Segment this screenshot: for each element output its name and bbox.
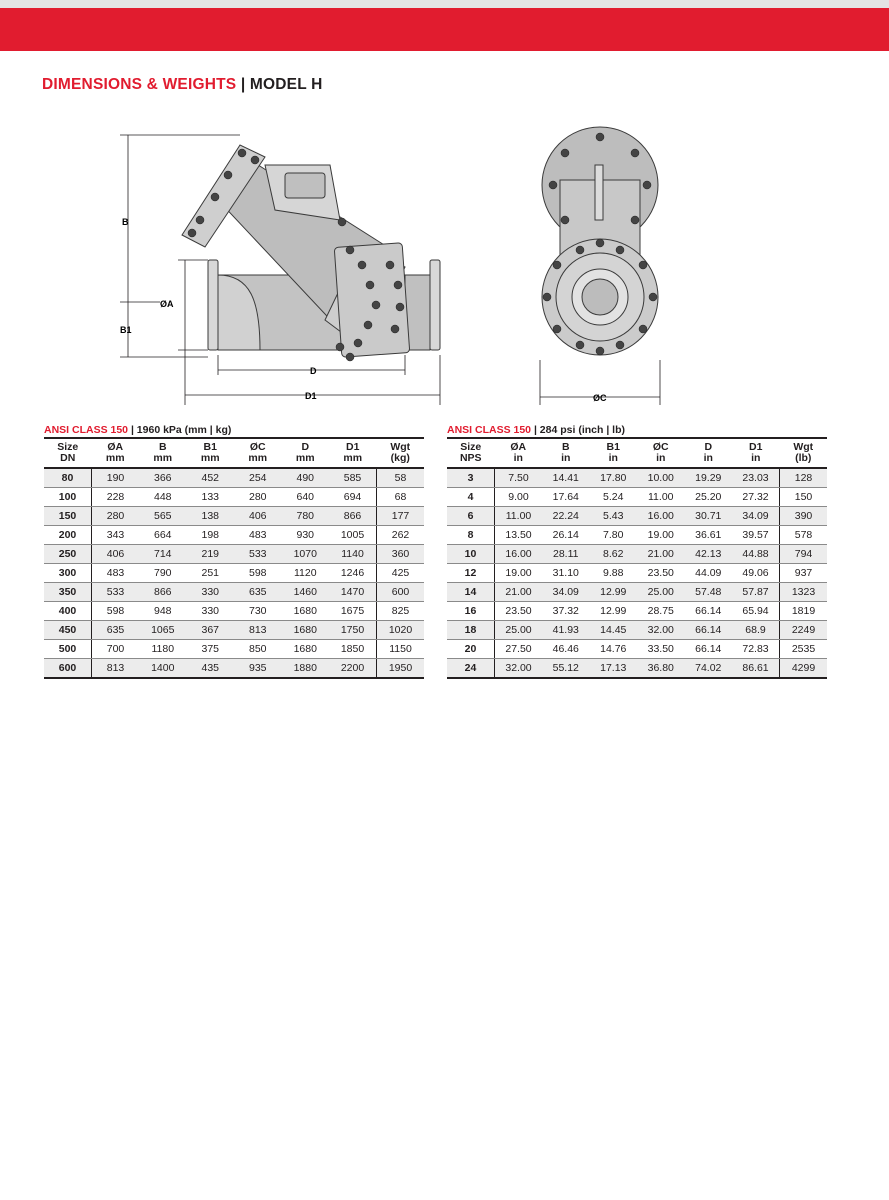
table-cell: 80 xyxy=(44,468,92,488)
table-cell: 68.9 xyxy=(732,621,780,640)
column-header-unit: (kg) xyxy=(390,452,410,464)
table-cell: 12.99 xyxy=(590,602,638,621)
table-cell: 42.13 xyxy=(685,545,733,564)
y-strainer-end-view-drawing xyxy=(535,125,675,410)
table-cell: 375 xyxy=(187,640,235,659)
table-cell: 36.61 xyxy=(685,526,733,545)
column-header-name: B xyxy=(158,441,167,453)
table-cell: 4 xyxy=(447,488,495,507)
table-cell: 1680 xyxy=(282,602,330,621)
table-cell: 1950 xyxy=(377,659,425,679)
table-cell: 6 xyxy=(447,507,495,526)
table-row xyxy=(44,545,424,564)
table-cell: 177 xyxy=(377,507,425,526)
column-header-unit: in xyxy=(561,452,571,464)
table-row xyxy=(44,488,424,507)
table-cell: 330 xyxy=(187,602,235,621)
table-cell: 30.71 xyxy=(685,507,733,526)
table-cell: 21.00 xyxy=(495,583,543,602)
table-cell: 664 xyxy=(139,526,187,545)
table-row xyxy=(447,545,827,564)
table-cell: 533 xyxy=(234,545,282,564)
table-cell: 1819 xyxy=(780,602,828,621)
table-cell: 57.48 xyxy=(685,583,733,602)
table-cell: 935 xyxy=(234,659,282,679)
table-cell: 14.41 xyxy=(542,468,590,488)
table-cell: 8 xyxy=(447,526,495,545)
table-cell: 730 xyxy=(234,602,282,621)
table-row xyxy=(447,640,827,659)
column-header-name: Wgt xyxy=(793,441,814,453)
column-header-unit: in xyxy=(608,452,618,464)
table-cell: 10 xyxy=(447,545,495,564)
table-cell: 1120 xyxy=(282,564,330,583)
table-cell: 16.00 xyxy=(495,545,543,564)
table-cell: 66.14 xyxy=(685,640,733,659)
dim-label-oa: ØA xyxy=(160,299,174,309)
table-cell: 565 xyxy=(139,507,187,526)
table-cell: 32.00 xyxy=(637,621,685,640)
column-header-name: ØC xyxy=(249,441,266,453)
table-cell: 598 xyxy=(234,564,282,583)
table-cell: 600 xyxy=(44,659,92,679)
table-cell: 866 xyxy=(329,507,377,526)
column-header-unit: in xyxy=(703,452,713,464)
table-cell: 19.00 xyxy=(495,564,543,583)
column-header-unit: mm xyxy=(295,452,315,464)
table-cell: 1323 xyxy=(780,583,828,602)
table-row xyxy=(44,602,424,621)
column-header-unit: in xyxy=(751,452,761,464)
table-cell: 825 xyxy=(377,602,425,621)
table-cell: 1005 xyxy=(329,526,377,545)
column-header-unit: mm xyxy=(248,452,268,464)
column-header-name: Size xyxy=(57,441,79,453)
table-cell: 68 xyxy=(377,488,425,507)
column-header-unit: mm xyxy=(105,452,125,464)
table-cell: 74.02 xyxy=(685,659,733,679)
table-cell: 21.00 xyxy=(637,545,685,564)
table-cell: 41.93 xyxy=(542,621,590,640)
table-row xyxy=(447,526,827,545)
table-cell: 34.09 xyxy=(542,583,590,602)
column-header xyxy=(329,438,377,468)
title-separator: | xyxy=(240,76,246,93)
metric-table-section xyxy=(44,423,424,679)
table-cell: 483 xyxy=(92,564,140,583)
table-cell: 400 xyxy=(44,602,92,621)
table-row xyxy=(44,526,424,545)
table-cell: 360 xyxy=(377,545,425,564)
table-cell: 25.20 xyxy=(685,488,733,507)
table-row xyxy=(44,640,424,659)
column-header xyxy=(377,438,425,468)
table-cell: 25.00 xyxy=(637,583,685,602)
table-row xyxy=(447,468,827,488)
table-row xyxy=(447,602,827,621)
table-cell: 150 xyxy=(780,488,828,507)
column-header xyxy=(282,438,330,468)
table-cell: 1880 xyxy=(282,659,330,679)
imperial-caption-rest: | 284 psi (inch | lb) xyxy=(531,424,626,436)
table-cell: 86.61 xyxy=(732,659,780,679)
column-header-unit: in xyxy=(656,452,666,464)
table-cell: 1180 xyxy=(139,640,187,659)
table-row xyxy=(44,621,424,640)
title-model: MODEL H xyxy=(249,76,323,93)
table-cell: 72.83 xyxy=(732,640,780,659)
table-cell: 23.03 xyxy=(732,468,780,488)
table-cell: 27.32 xyxy=(732,488,780,507)
table-cell: 34.09 xyxy=(732,507,780,526)
table-cell: 866 xyxy=(139,583,187,602)
table-cell: 138 xyxy=(187,507,235,526)
table-cell: 694 xyxy=(329,488,377,507)
table-row xyxy=(44,507,424,526)
table-cell: 23.50 xyxy=(637,564,685,583)
table-cell: 1680 xyxy=(282,640,330,659)
column-header-unit: in xyxy=(513,452,523,464)
dim-label-b1: B1 xyxy=(120,325,132,335)
column-header xyxy=(542,438,590,468)
table-cell: 150 xyxy=(44,507,92,526)
column-header xyxy=(732,438,780,468)
column-header-unit: mm xyxy=(200,452,220,464)
page-title xyxy=(42,76,323,94)
metric-table-caption xyxy=(44,423,424,437)
column-header xyxy=(495,438,543,468)
column-header xyxy=(139,438,187,468)
table-cell: 1850 xyxy=(329,640,377,659)
title-dimensions-weights: DIMENSIONS & WEIGHTS xyxy=(42,76,237,93)
column-header xyxy=(92,438,140,468)
table-cell: 4299 xyxy=(780,659,828,679)
table-cell: 57.87 xyxy=(732,583,780,602)
table-cell: 850 xyxy=(234,640,282,659)
table-cell: 635 xyxy=(92,621,140,640)
table-cell: 2535 xyxy=(780,640,828,659)
table-cell: 198 xyxy=(187,526,235,545)
table-cell: 300 xyxy=(44,564,92,583)
column-header-name: B1 xyxy=(203,441,217,453)
table-cell: 12.99 xyxy=(590,583,638,602)
table-cell: 11.00 xyxy=(637,488,685,507)
table-cell: 450 xyxy=(44,621,92,640)
table-cell: 25.00 xyxy=(495,621,543,640)
column-header xyxy=(780,438,828,468)
table-cell: 219 xyxy=(187,545,235,564)
imperial-dimensions-table xyxy=(447,437,827,679)
table-cell: 533 xyxy=(92,583,140,602)
column-header-name: B1 xyxy=(606,441,620,453)
table-cell: 65.94 xyxy=(732,602,780,621)
table-cell: 23.50 xyxy=(495,602,543,621)
table-cell: 1680 xyxy=(282,621,330,640)
table-row xyxy=(44,583,424,602)
table-row xyxy=(44,659,424,679)
table-cell: 190 xyxy=(92,468,140,488)
table-cell: 100 xyxy=(44,488,92,507)
table-cell: 14.45 xyxy=(590,621,638,640)
dim-label-b: B xyxy=(122,217,129,227)
column-header xyxy=(187,438,235,468)
table-cell: 66.14 xyxy=(685,621,733,640)
column-header-name: D1 xyxy=(749,441,763,453)
dim-label-d: D xyxy=(310,366,317,376)
table-cell: 435 xyxy=(187,659,235,679)
column-header-name: ØA xyxy=(107,441,124,453)
table-cell: 254 xyxy=(234,468,282,488)
table-cell: 20 xyxy=(447,640,495,659)
table-cell: 452 xyxy=(187,468,235,488)
column-header-unit: NPS xyxy=(459,452,482,464)
column-header-unit: (lb) xyxy=(795,452,812,464)
table-row xyxy=(447,621,827,640)
column-header-unit: DN xyxy=(60,452,76,464)
table-cell: 598 xyxy=(92,602,140,621)
table-cell: 3 xyxy=(447,468,495,488)
top-strip xyxy=(0,0,889,8)
column-header-name: D1 xyxy=(346,441,360,453)
column-header-name: Wgt xyxy=(390,441,411,453)
table-cell: 33.50 xyxy=(637,640,685,659)
imperial-table-caption xyxy=(447,423,827,437)
table-cell: 1140 xyxy=(329,545,377,564)
table-cell: 228 xyxy=(92,488,140,507)
table-cell: 7.80 xyxy=(590,526,638,545)
table-cell: 11.00 xyxy=(495,507,543,526)
table-cell: 794 xyxy=(780,545,828,564)
table-cell: 27.50 xyxy=(495,640,543,659)
table-cell: 350 xyxy=(44,583,92,602)
table-cell: 813 xyxy=(92,659,140,679)
table-cell: 39.57 xyxy=(732,526,780,545)
column-header-name: D xyxy=(301,441,310,453)
table-cell: 406 xyxy=(92,545,140,564)
table-row xyxy=(44,468,424,488)
column-header-unit: mm xyxy=(343,452,363,464)
table-cell: 17.64 xyxy=(542,488,590,507)
table-row xyxy=(447,659,827,679)
table-cell: 578 xyxy=(780,526,828,545)
column-header xyxy=(590,438,638,468)
dim-label-oc: ØC xyxy=(593,393,607,403)
table-cell: 19.00 xyxy=(637,526,685,545)
table-cell: 46.46 xyxy=(542,640,590,659)
table-cell: 250 xyxy=(44,545,92,564)
column-header-name: ØC xyxy=(652,441,669,453)
table-cell: 600 xyxy=(377,583,425,602)
table-cell: 1020 xyxy=(377,621,425,640)
table-cell: 1150 xyxy=(377,640,425,659)
table-cell: 1400 xyxy=(139,659,187,679)
table-cell: 251 xyxy=(187,564,235,583)
table-cell: 31.10 xyxy=(542,564,590,583)
metric-dimensions-table xyxy=(44,437,424,679)
table-cell: 1460 xyxy=(282,583,330,602)
table-cell: 24 xyxy=(447,659,495,679)
table-row xyxy=(44,564,424,583)
table-cell: 8.62 xyxy=(590,545,638,564)
table-cell: 37.32 xyxy=(542,602,590,621)
table-cell: 813 xyxy=(234,621,282,640)
table-cell: 2249 xyxy=(780,621,828,640)
table-cell: 1246 xyxy=(329,564,377,583)
table-cell: 17.13 xyxy=(590,659,638,679)
table-cell: 280 xyxy=(234,488,282,507)
column-header xyxy=(447,438,495,468)
table-cell: 12 xyxy=(447,564,495,583)
table-cell: 1070 xyxy=(282,545,330,564)
table-cell: 280 xyxy=(92,507,140,526)
table-cell: 133 xyxy=(187,488,235,507)
table-cell: 16 xyxy=(447,602,495,621)
table-cell: 10.00 xyxy=(637,468,685,488)
table-cell: 66.14 xyxy=(685,602,733,621)
table-cell: 55.12 xyxy=(542,659,590,679)
table-cell: 262 xyxy=(377,526,425,545)
table-cell: 483 xyxy=(234,526,282,545)
table-cell: 330 xyxy=(187,583,235,602)
table-cell: 500 xyxy=(44,640,92,659)
table-cell: 714 xyxy=(139,545,187,564)
column-header-name: Size xyxy=(460,441,482,453)
table-cell: 490 xyxy=(282,468,330,488)
table-cell: 390 xyxy=(780,507,828,526)
table-cell: 28.11 xyxy=(542,545,590,564)
table-cell: 26.14 xyxy=(542,526,590,545)
table-cell: 700 xyxy=(92,640,140,659)
table-cell: 36.80 xyxy=(637,659,685,679)
table-cell: 790 xyxy=(139,564,187,583)
table-cell: 9.88 xyxy=(590,564,638,583)
column-header xyxy=(637,438,685,468)
imperial-table-section xyxy=(447,423,827,679)
table-cell: 44.09 xyxy=(685,564,733,583)
table-cell: 14.76 xyxy=(590,640,638,659)
table-cell: 1470 xyxy=(329,583,377,602)
table-cell: 780 xyxy=(282,507,330,526)
table-cell: 17.80 xyxy=(590,468,638,488)
table-cell: 5.24 xyxy=(590,488,638,507)
table-cell: 1750 xyxy=(329,621,377,640)
column-header-name: B xyxy=(561,441,570,453)
table-cell: 58 xyxy=(377,468,425,488)
table-cell: 343 xyxy=(92,526,140,545)
table-cell: 5.43 xyxy=(590,507,638,526)
table-cell: 7.50 xyxy=(495,468,543,488)
column-header xyxy=(234,438,282,468)
table-cell: 128 xyxy=(780,468,828,488)
table-cell: 640 xyxy=(282,488,330,507)
table-cell: 13.50 xyxy=(495,526,543,545)
table-cell: 14 xyxy=(447,583,495,602)
table-cell: 366 xyxy=(139,468,187,488)
table-cell: 44.88 xyxy=(732,545,780,564)
y-strainer-side-view-drawing xyxy=(100,125,445,410)
table-cell: 200 xyxy=(44,526,92,545)
column-header xyxy=(685,438,733,468)
table-cell: 948 xyxy=(139,602,187,621)
table-cell: 9.00 xyxy=(495,488,543,507)
column-header-name: D xyxy=(704,441,713,453)
metric-caption-rest: | 1960 kPa (mm | kg) xyxy=(128,424,232,436)
table-cell: 32.00 xyxy=(495,659,543,679)
column-header xyxy=(44,438,92,468)
table-cell: 930 xyxy=(282,526,330,545)
dim-label-d1: D1 xyxy=(305,391,317,401)
table-cell: 1065 xyxy=(139,621,187,640)
table-cell: 635 xyxy=(234,583,282,602)
imperial-caption-class: ANSI CLASS 150 xyxy=(447,424,532,436)
table-cell: 585 xyxy=(329,468,377,488)
table-cell: 937 xyxy=(780,564,828,583)
table-cell: 1675 xyxy=(329,602,377,621)
table-cell: 22.24 xyxy=(542,507,590,526)
table-cell: 18 xyxy=(447,621,495,640)
table-cell: 28.75 xyxy=(637,602,685,621)
column-header-unit: mm xyxy=(153,452,173,464)
table-row xyxy=(447,488,827,507)
table-cell: 425 xyxy=(377,564,425,583)
table-cell: 16.00 xyxy=(637,507,685,526)
table-cell: 2200 xyxy=(329,659,377,679)
table-cell: 448 xyxy=(139,488,187,507)
table-row xyxy=(447,583,827,602)
table-cell: 367 xyxy=(187,621,235,640)
table-cell: 19.29 xyxy=(685,468,733,488)
table-cell: 406 xyxy=(234,507,282,526)
table-cell: 49.06 xyxy=(732,564,780,583)
column-header-name: ØA xyxy=(510,441,527,453)
table-row xyxy=(447,507,827,526)
metric-caption-class: ANSI CLASS 150 xyxy=(44,424,129,436)
table-row xyxy=(447,564,827,583)
red-header-banner xyxy=(0,8,889,51)
